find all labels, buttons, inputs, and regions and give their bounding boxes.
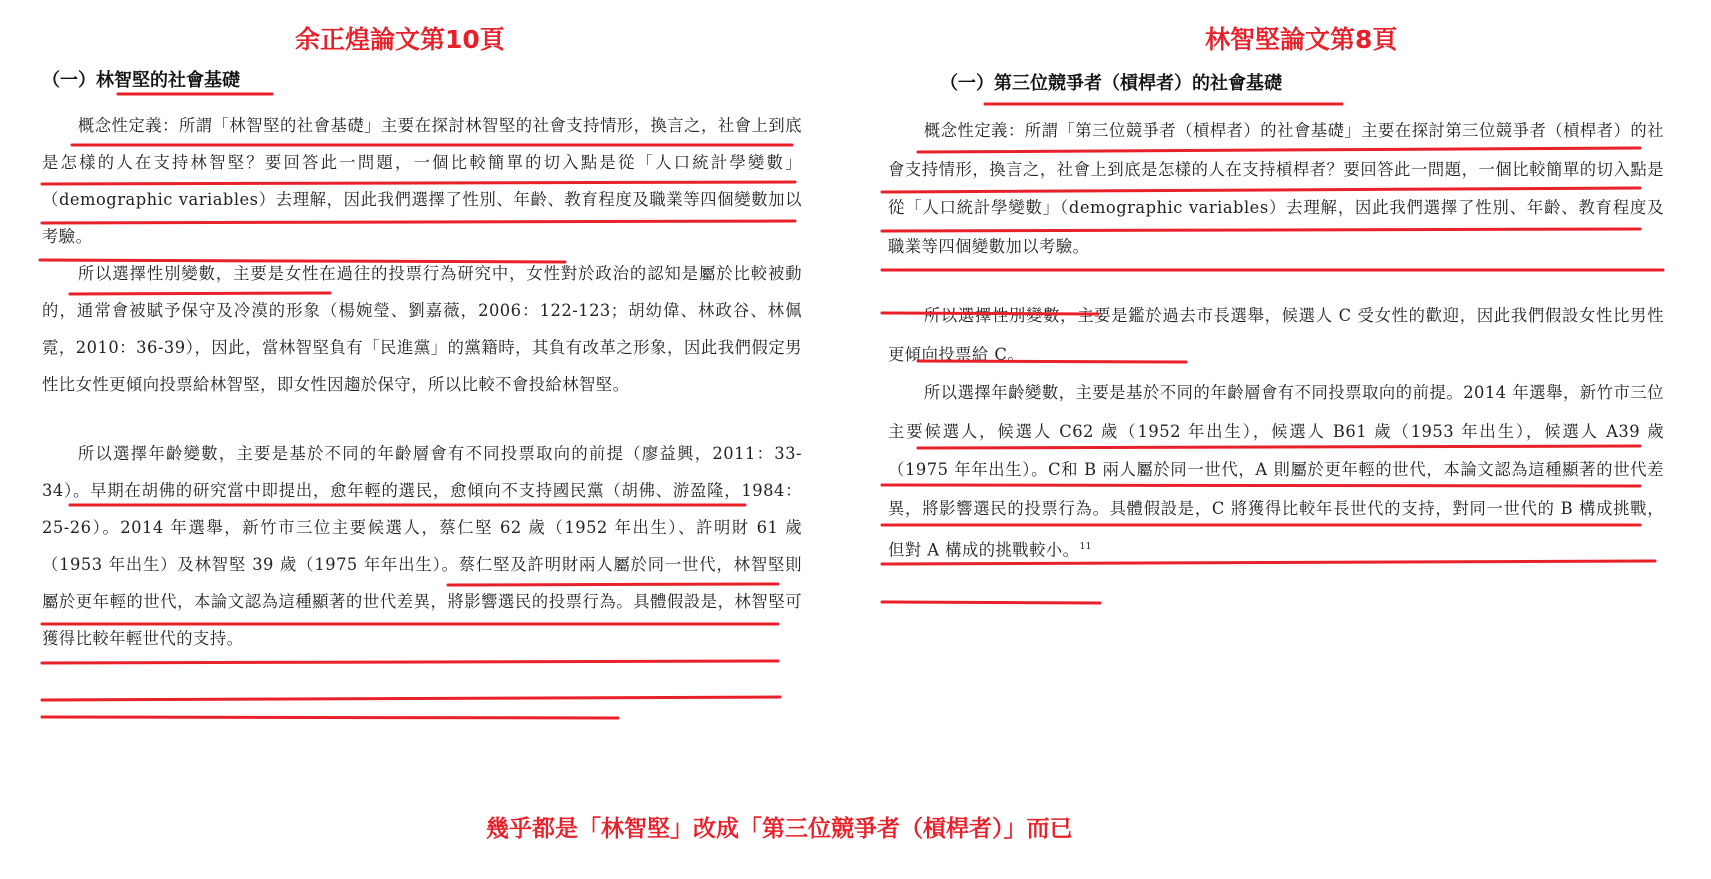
left-paragraph-2: 所以選擇性別變數，主要是女性在過往的投票行為研究中，女性對於政治的認知是屬於比較被動的，通常會被賦予保守及冷漠的形象（楊婉瑩、劉嘉薇，2006：122-123；胡幼偉、林政谷、林佩霓，2010：36-39），因此，當林智堅負有「民進黨」的黨籍時，其負有改革之形象，因此我們假定男性比女性更傾向投票給林智堅，即女性因趨於保守，所以比較不會投給林智堅。 <box>42 264 802 394</box>
left-heading: 余正煌論文第10頁 <box>295 25 505 54</box>
right-paragraph-3-text: 所以選擇年齡變數，主要是基於不同的年齡層會有不同投票取向的前提。2014 年選舉，新竹市三位主要候選人，候選人 C62 歲（1952 年出生），候選人 B61 歲（1953 年出生），候選人 A39 歲（1975 年年出生）。C和 B 兩人屬於同一世代，A 則屬於更年輕的世代，本論文認為這種顯著的世代差異，將影響選民的投票行為。具體假設是，C 將獲得比較年長世代的支持，對同一世代的 B 構成挑戰，但對 A 構成的挑戰較小。 <box>888 383 1664 560</box>
left-paragraph-3: 所以選擇年齡變數，主要是基於不同的年齡層會有不同投票取向的前提（廖益興，2011：33-34）。早期在胡佛的研究當中即提出，愈年輕的選民，愈傾向不支持國民黨（胡佛、游盈隆，1984：25-26）。2014 年選舉，新竹市三位主要候選人，蔡仁堅 62 歲（1952 年出生）、許明財 61 歲（1953 年出生）及林智堅 39 歲（1975 年年出生）。蔡仁堅及許明財兩人屬於同一世代，林智堅則屬於更年輕的世代，本論文認為這種顯著的世代差異，將影響選民的投票行為。具體假設是，林智堅可獲得比較年輕世代的支持。 <box>42 444 802 648</box>
underline-mark <box>42 717 618 718</box>
left-paragraph-1: 概念性定義：所謂「林智堅的社會基礎」主要在探討林智堅的社會支持情形，換言之，社會上到底是怎樣的人在支持林智堅？要回答此一問題，一個比較簡單的切入點是從「人口統計學變數」（demographic variables）去理解，因此我們選擇了性別、年齡、教育程度及職業等四個變數加以考驗。 <box>42 116 802 246</box>
right-paragraph-1: 概念性定義：所謂「第三位競爭者（槓桿者）的社會基礎」主要在探討第三位競爭者（槓桿者）的社會支持情形，換言之，社會上到底是怎樣的人在支持槓桿者？要回答此一問題，一個比較簡單的切入點是從「人口統計學變數」（demographic variables）去理解，因此我們選擇了性別、年齡、教育程度及職業等四個變數加以考驗。 <box>888 121 1664 256</box>
right-paragraph-3 <box>888 374 1664 570</box>
right-paragraph-2: 所以選擇性別變數，主要是鑑於過去市長選舉，候選人 C 受女性的歡迎，因此我們假設女性比男性更傾向投票給 C。 <box>888 306 1664 364</box>
underline-mark <box>42 661 778 663</box>
footnote-ref: 11 <box>1079 542 1092 552</box>
left-section-title: （一）林智堅的社會基礎 <box>42 70 240 91</box>
underline-mark <box>882 602 1100 603</box>
right-section-title: （一）第三位競爭者（槓桿者）的社會基礎 <box>940 73 1282 94</box>
underline-mark <box>42 697 780 700</box>
right-heading: 林智堅論文第8頁 <box>1205 25 1398 54</box>
comparison-caption: 幾乎都是「林智堅」改成「第三位競爭者（槓桿者）」而已 <box>486 816 1073 842</box>
